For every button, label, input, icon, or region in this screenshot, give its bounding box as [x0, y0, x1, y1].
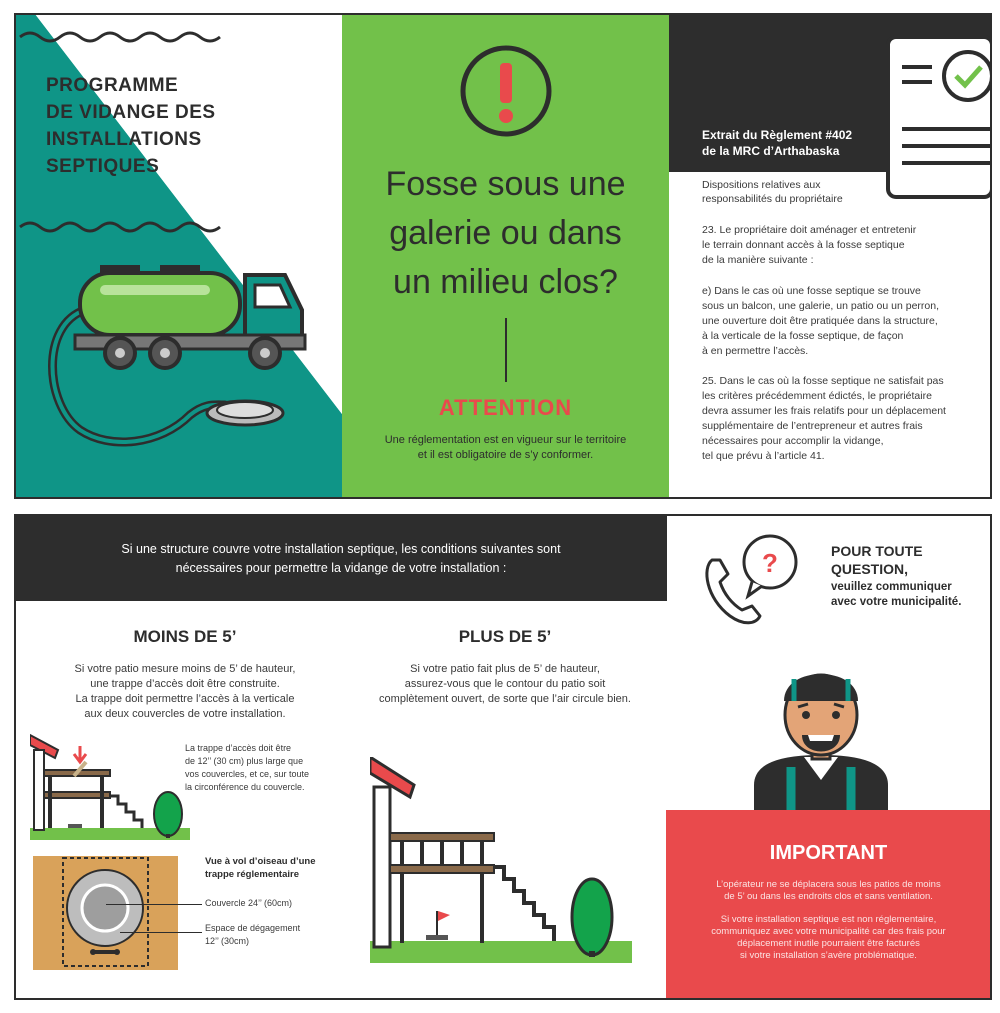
- more-than-5-text: Si votre patio fait plus de 5’ de hauteur, assurez-vous que le contour du patio soit complètement ouvert, de sorte que l’air circule bien.: [379, 663, 631, 705]
- article-25: 25. Dans le cas où la fosse septique ne satisfait pas les critères précédemment édictés, le propriétaire devra assumer les frais relatifs pour un déplacement supplémentaire de l’entrepreneur et autres frais nécessaires pour accomplir la vidange, tel que prévu à l’article 41.: [702, 375, 946, 462]
- more-than-5-title: PLUS DE 5’: [458, 627, 552, 646]
- important-text-1: L’opérateur ne se déplacera sous les patios de moins de 5’ ou dans les endroits clos et sans ventilation.: [716, 879, 941, 902]
- extract-title: Extrait du Règlement #402 de la MRC d’Arthabaska: [702, 128, 853, 158]
- question-text: veuillez communiquer avec votre municipalité.: [831, 581, 962, 608]
- trap-note: La trappe d’accès doit être de 12’’ (30 cm) plus large que vos couvercles, et ce, sur toute la circonférence du couvercle.: [185, 743, 310, 792]
- less-than-5-title: MOINS DE 5’: [133, 627, 237, 646]
- important-text-2: Si votre installation septique est non réglementaire, communiquez avec votre municipalité car des frais pour déplacement inutile pourraient être facturés si votre installation s’avère problématique.: [711, 914, 946, 961]
- svg-text:?: ?: [762, 548, 778, 578]
- question-title: POUR TOUTE QUESTION,: [831, 543, 923, 577]
- clearance-label: Espace de dégagement 12’’ (30cm): [205, 923, 301, 946]
- program-title-line: DE VIDANGE DES: [46, 102, 216, 123]
- bird-view-title: Vue à vol d’oiseau d’une trappe réglementaire: [205, 856, 316, 880]
- important-title: IMPORTANT: [769, 842, 888, 864]
- headline: Fosse sous une galerie ou dans un milieu clos?: [385, 165, 626, 301]
- program-title-line: INSTALLATIONS: [46, 129, 202, 150]
- article-23e: e) Dans le cas où une fosse septique se trouve sous un balcon, une galerie, un patio ou un perron, une ouverture doit être pratiquée dans la structure, à la verticale de la fosse septique, de façon à en permettre l’accès.: [702, 285, 940, 357]
- bottom-panel-border: [14, 514, 992, 1000]
- banner-text: Si une structure couvre votre installation septique, les conditions suivantes sont nécessaires pour permettre la vidange de votre installation :: [121, 542, 561, 575]
- less-than-5-text: Si votre patio mesure moins de 5’ de hauteur, une trappe d’accès doit être construite. La trappe doit permettre l’accès à la verticale aux deux couvercles de votre installation.: [74, 663, 296, 720]
- article-23: 23. Le propriétaire doit aménager et entretenir le terrain donnant accès à la fosse septique de la manière suivante :: [702, 224, 917, 266]
- program-title-line: SEPTIQUES: [46, 156, 160, 177]
- attention-text: Une réglementation est en vigueur sur le territoire et il est obligatoire de s’y conformer.: [384, 434, 627, 461]
- cover-label: Couvercle 24’’ (60cm): [205, 898, 293, 908]
- program-title-line: PROGRAMME: [46, 75, 179, 96]
- top-panel-border: [14, 13, 992, 499]
- attention-heading: ATTENTION: [438, 395, 573, 420]
- provisions-intro: Dispositions relatives aux responsabilités du propriétaire: [702, 179, 843, 205]
